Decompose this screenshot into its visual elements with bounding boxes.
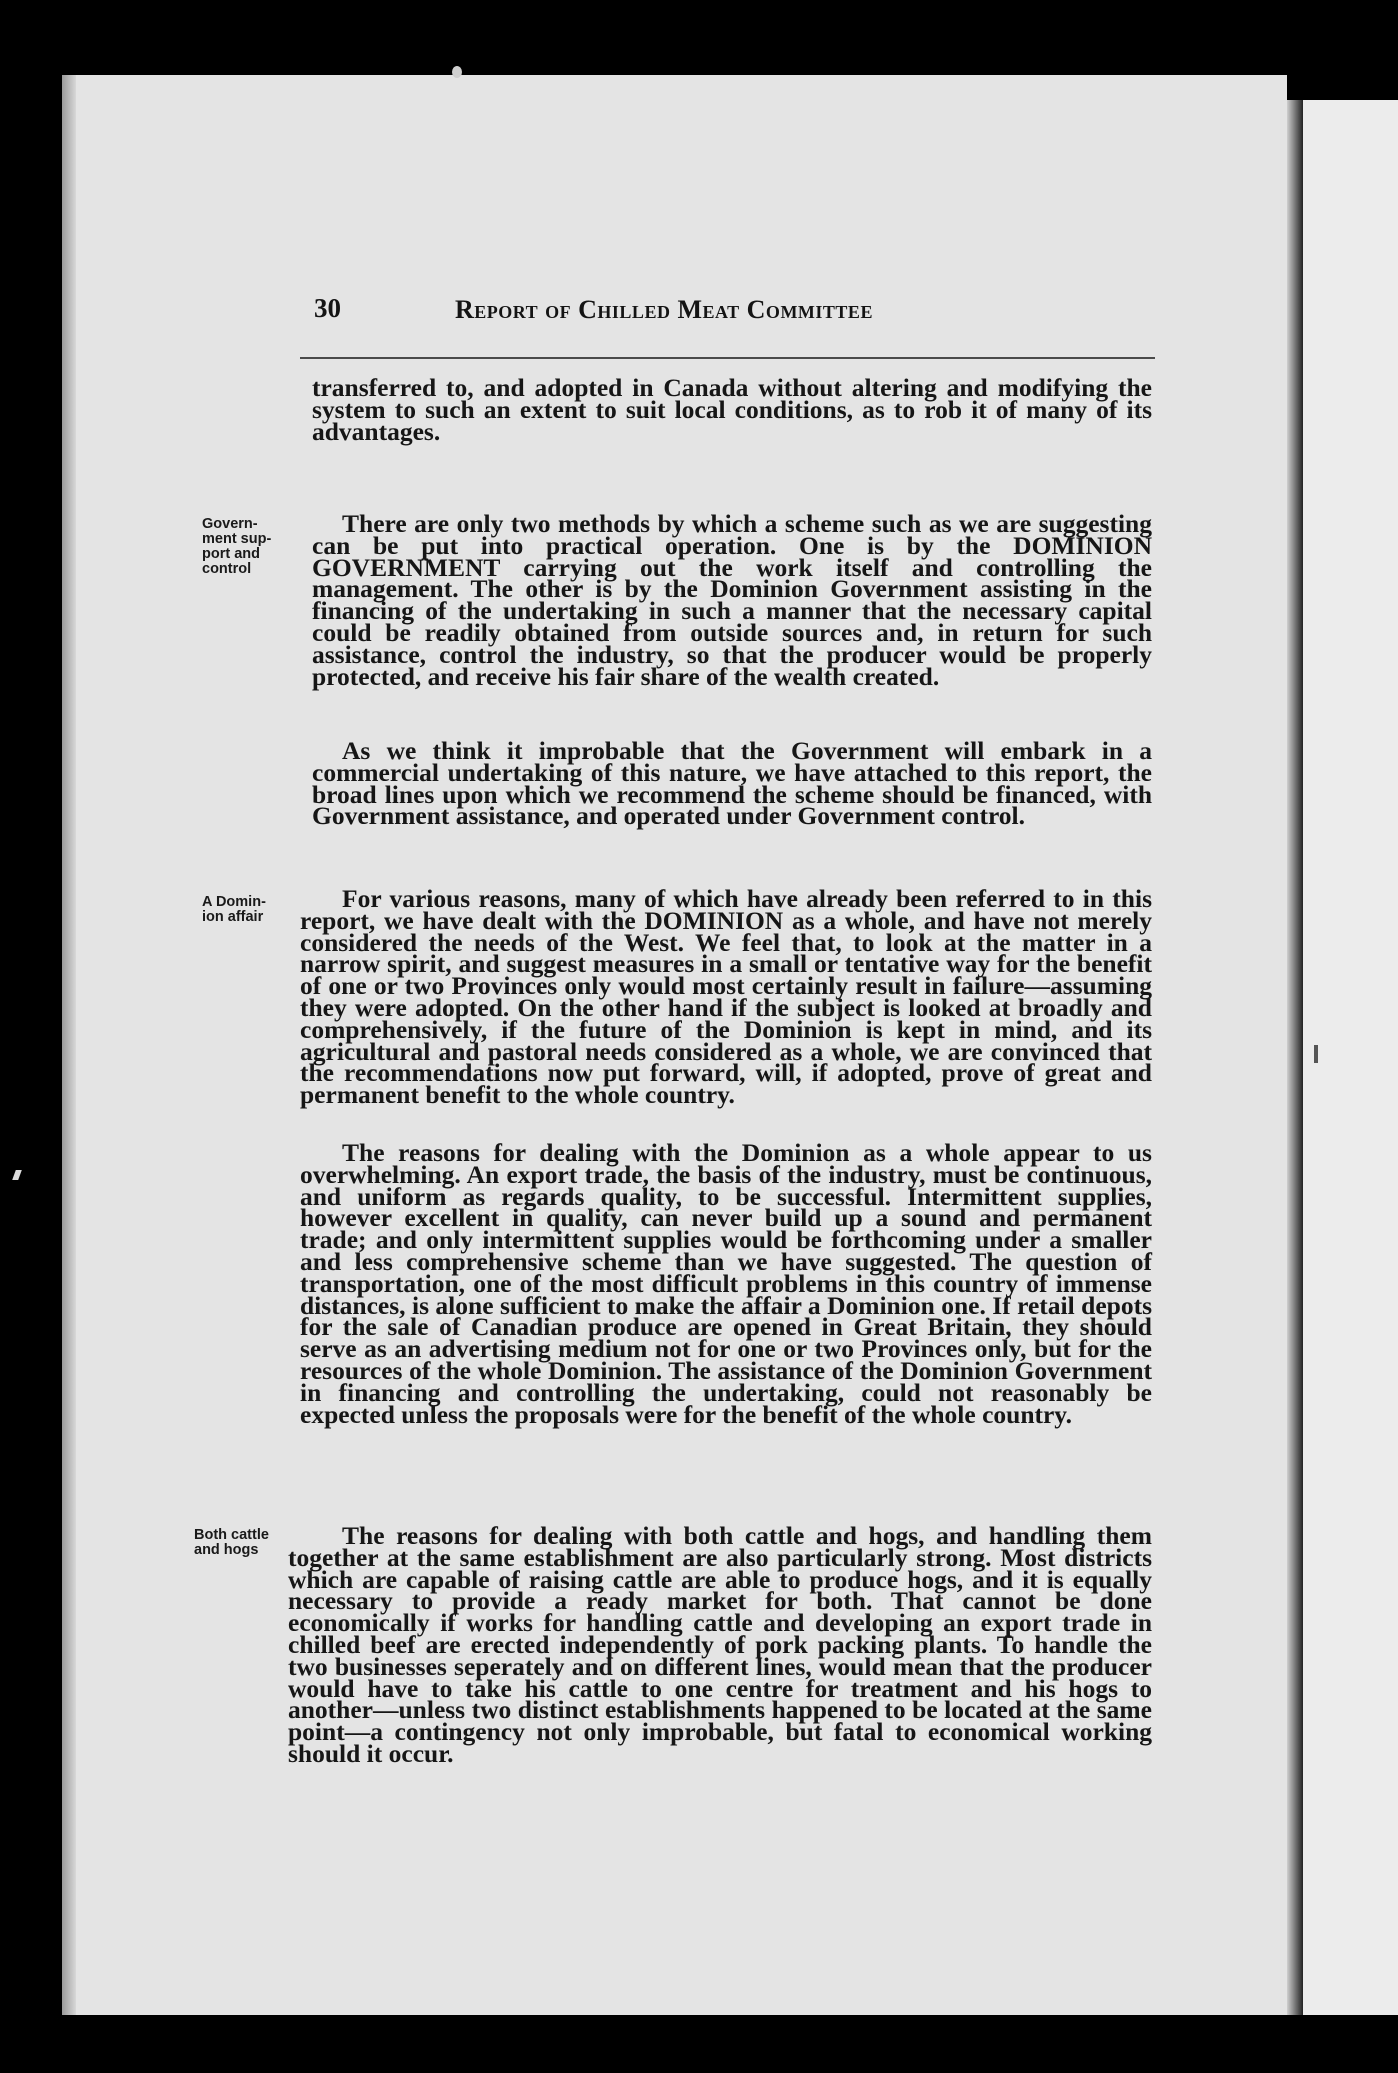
paragraph-cattle-hogs: The reasons for dealing with both cattle and hogs, and handling them together at the same establishment are also particularly strong. Most districts which are capable of raising cattle are able to produce hogs, and it is equally necessary to provide a ready market for both. That cannot be done economically if works for handling cattle and developing an export trade in chilled beef are erected independently of pork packing plants. To handle the two businesses seperately and on different lines, would mean that the producer would have to take his cattle to one centre for treatment and his hogs to another—unless two distinct establishments happened to be located at the same point—a contingency not only improbable, but fatal to economical working should it occur.	[288, 1521, 1152, 1768]
header-rule	[300, 357, 1155, 359]
margin-note-dominion-affair: A Domin-ion affair	[202, 894, 266, 925]
paragraph-improbable: As we think it improbable that the Government will embark in a commercial undertaking of this nature, we have attached to this report, the broad lines upon which we recommend the scheme should be financed, with Government assistance, and operated under Government control.	[312, 736, 1152, 831]
paragraph-reasons-dominion: The reasons for dealing with the Dominion as a whole appear to us overwhelming. An export trade, the basis of the industry, must be continuous, and uniform as regards quality, to be successful. Intermittent supplies, however excellent in quality, can never build up a sound and permanent trade; and only intermittent supplies would be forthcoming under a smaller and less comprehensive scheme than we have suggested. The question of transportation, one of the most difficult problems in this country of immense distances, is alone sufficient to make the affair a Dominion one. If retail depots for the sale of Canadian produce are opened in Great Britain, they should serve as an advertising medium not for one or two Provinces only, but for the resources of the whole Dominion. The assistance of the Dominion Government in financing and controlling the undertaking, could not reasonably be expected unless the proposals were for the benefit of the whole country.	[300, 1138, 1152, 1429]
scan-artifact	[452, 66, 462, 78]
paragraph-transferred: transferred to, and adopted in Canada without altering and modifying the system to such an extent to suit local conditions, as to rob it of many of its advantages.	[312, 373, 1152, 446]
paragraph-various-reasons: For various reasons, many of which have already been referred to in this report, we have dealt with the DOMINION as a whole, and have not merely considered the needs of the West. We feel that, to look at the matter in a narrow spirit, and suggest measures in a small or tentative way for the benefit of one or two Provinces only would most certainly result in failure—assuming they were adopted. On the other hand if the subject is looked at broadly and comprehensively, if the future of the Dominion is kept in mind, and its agricultural and pastoral needs considered as a whole, we are convinced that the recommendations now put forward, will, if adopted, prove of great and permanent benefit to the whole country.	[300, 884, 1152, 1110]
scan-artifact-left	[12, 1170, 22, 1180]
page-left-edge	[62, 75, 76, 2015]
page-right-edge	[1287, 100, 1303, 2015]
running-head: Report of Chilled Meat Committee	[455, 295, 873, 324]
page-number: 30	[314, 293, 341, 323]
paragraph-two-methods: There are only two methods by which a scheme such as we are suggesting can be put into practical operation. One is by the DOMINION GOVERNMENT carrying out the work itself and controlling the management. The other is by the Dominion Government assisting in the financing of the undertaking in such a manner that the necessary capital could be readily obtained from outside sources and, in return for such assistance, control the industry, so that the producer would be properly protected, and receive his fair share of the wealth created.	[312, 509, 1152, 691]
scan-artifact-right	[1314, 1045, 1318, 1063]
margin-note-cattle-hogs: Both cattle and hogs	[194, 1527, 269, 1558]
page-header	[300, 293, 1155, 333]
margin-note-government-control: Govern-ment sup-port and control	[202, 516, 272, 577]
